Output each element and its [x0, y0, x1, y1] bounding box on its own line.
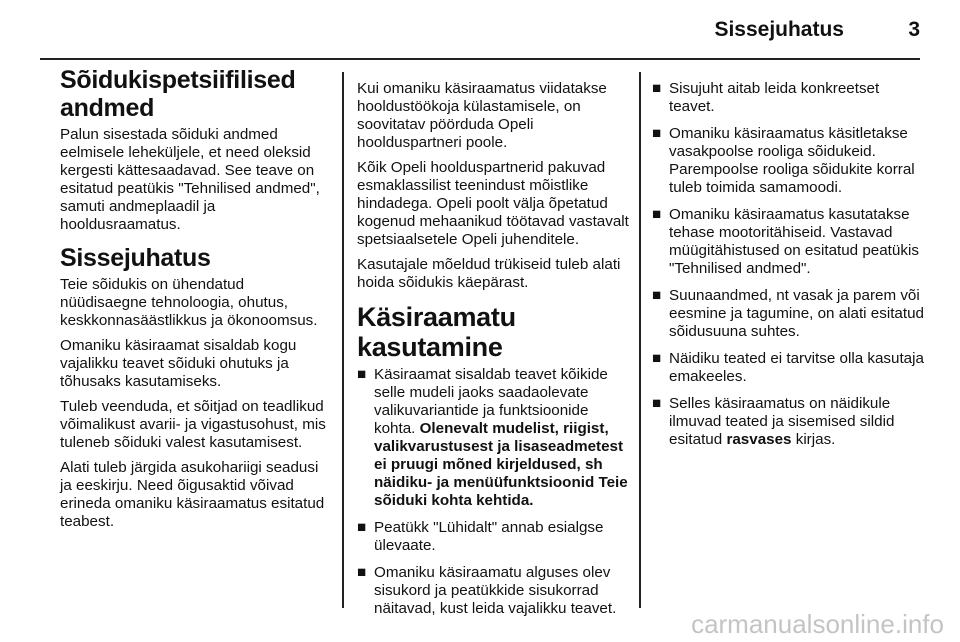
bullet-marker: ■	[357, 366, 367, 383]
paragraph-vehicle-data: Palun sisestada sõiduki andmed eelmisele leheküljele, et need oleksid kergesti kättesaadavad. See teave on esitatud peatükis "Tehnilised andmed", samuti andmeplaadil ja hooldusraamatus.	[60, 126, 320, 233]
bullet-item	[357, 564, 629, 618]
heading-vehicle-data: Sõidukispetsiifilised andmed	[60, 66, 296, 122]
bullet-text: Omaniku käsiraamatus käsitletakse vasakpoolse rooliga sõidukeid. Parempoolse rooliga sõidukite korral tuleb toimida samamoodi.	[669, 125, 915, 196]
chapter-title: Sissejuhatus	[714, 18, 844, 41]
bullet-item	[357, 519, 629, 555]
paragraph-intro-3: Tuleb veenduda, et sõitjad on teadlikud võimalikust avarii- ja vigastusohust, mis tuleneb sõiduki valest kasutamisest.	[60, 398, 326, 451]
column-divider-1	[342, 72, 344, 608]
bullet-marker: ■	[652, 206, 662, 223]
bullet-marker: ■	[652, 80, 662, 97]
running-head	[560, 18, 920, 52]
bullet-marker: ■	[357, 519, 367, 536]
column-1	[60, 66, 332, 538]
bullet-marker: ■	[652, 350, 662, 367]
paragraph-service-3: Kasutajale mõeldud trükiseid tuleb alati hoida sõidukis käepärast.	[357, 256, 621, 291]
bullet-text: kirjas.	[795, 431, 836, 448]
bullet-item	[652, 80, 924, 116]
bullet-text-bold: Olenevalt mudelist, riigist, valikvarustusest ja lisaseadmetest ei pruugi mõned kirjeldused, sh näidiku- ja menüüfunktsioonid Teie sõiduki kohta kehtida.	[374, 420, 628, 509]
bullet-item	[652, 395, 924, 449]
paragraph-intro-4: Alati tuleb järgida asukohariigi seadusi ja eeskirju. Need õigusaktid võivad erineda omaniku käsiraamatus esitatud teabest.	[60, 459, 325, 530]
column-2	[357, 80, 629, 627]
watermark: carmanualsonline.info	[691, 609, 944, 639]
header-rule	[40, 58, 920, 60]
page-number: 3	[908, 18, 920, 41]
heading-manual-usage: Käsiraamatu kasutamine	[357, 302, 516, 362]
paragraph-intro-2: Omaniku käsiraamat sisaldab kogu vajalikku teavet sõiduki ohutuks ja tõhusaks kasutamiseks.	[60, 337, 297, 390]
bullet-item	[652, 206, 924, 278]
bullet-text: Omaniku käsiraamatu alguses olev sisukord ja peatükkide sisukorrad näitavad, kust leida vajalikku teavet.	[374, 564, 617, 617]
bullet-item	[357, 366, 629, 510]
bullet-marker: ■	[652, 287, 662, 304]
bullet-text: Sisujuht aitab leida konkreetset teavet.	[669, 80, 880, 115]
bullet-item	[652, 350, 924, 386]
bullet-text: Selles käsiraamatus on näidikule ilmuvad teated ja sisemised sildid esitatud	[669, 395, 895, 448]
bullet-item	[652, 125, 924, 197]
paragraph-service-1: Kui omaniku käsiraamatus viidatakse hooldustöökoja külastamisele, on soovitatav pöörduda Opeli hoolduspartneri poole.	[357, 80, 607, 151]
column-divider-2	[639, 72, 641, 608]
bullet-marker: ■	[652, 125, 662, 142]
paragraph-service-2: Kõik Opeli hoolduspartnerid pakuvad esmaklassilist teenindust mõistlike hindadega. Opeli poolt välja õpetatud kogenud mehaanikud töötavad vastavalt spetsiaalsetele Opeli juhenditele.	[357, 159, 629, 248]
bullet-marker: ■	[357, 564, 367, 581]
column-3	[652, 80, 924, 458]
bullet-text: Käsiraamat sisaldab teavet kõikide selle mudeli jaoks saadaolevate valikuvariantide ja funktsioonide kohta.	[374, 366, 608, 437]
bullet-text: Suunaandmed, nt vasak ja parem või eesmine ja tagumine, on alati esitatud sõidusuuna suhtes.	[669, 287, 924, 340]
bullet-marker: ■	[652, 395, 662, 412]
bullet-text: Peatükk "Lühidalt" annab esialgse ülevaate.	[374, 519, 604, 554]
bullet-text-bold: rasvases	[726, 431, 792, 448]
bullet-text: Omaniku käsiraamatus kasutatakse tehase mootoritähiseid. Vastavad müügitähistused on esitatud peatükis "Tehnilised andmed".	[669, 206, 919, 277]
bullet-item	[652, 287, 924, 341]
paragraph-intro-1: Teie sõidukis on ühendatud nüüdisaegne tehnoloogia, ohutus, keskkonnasäästlikkus ja ökonoomsus.	[60, 276, 318, 329]
bullet-text: Näidiku teated ei tarvitse olla kasutaja emakeeles.	[669, 350, 924, 385]
heading-introduction: Sissejuhatus	[60, 244, 211, 272]
